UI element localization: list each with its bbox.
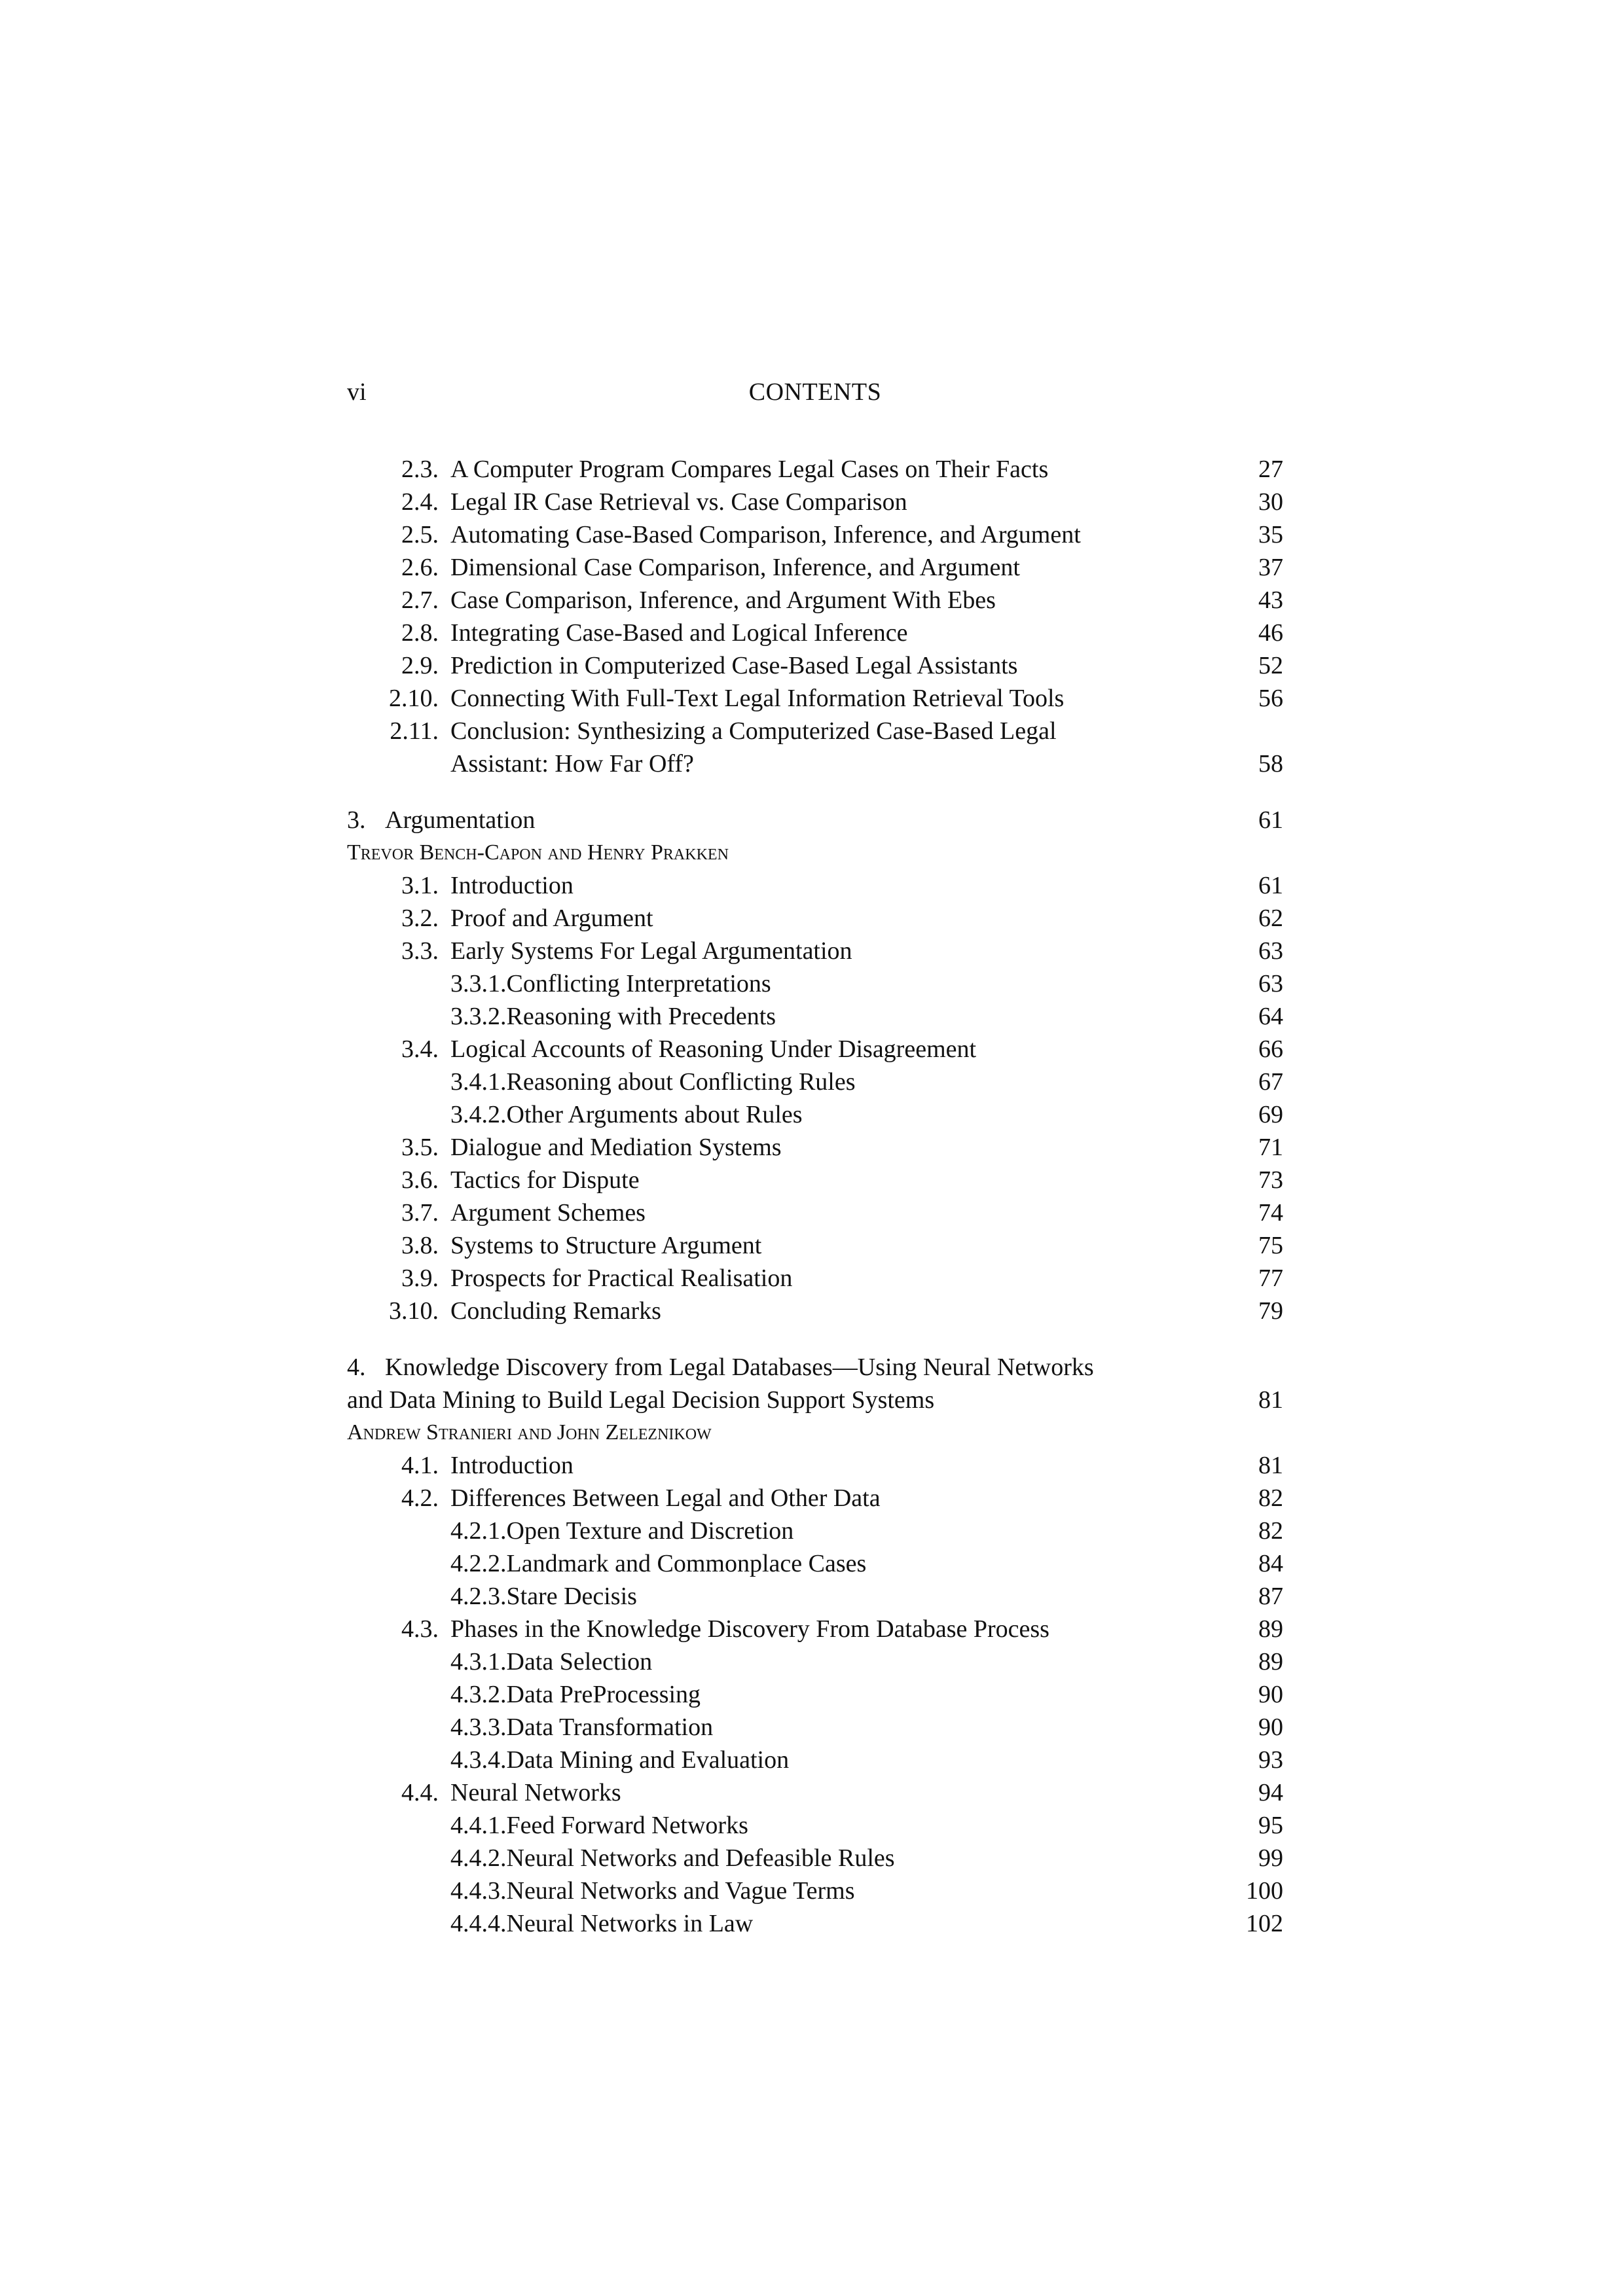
page-number: 93: [1258, 1746, 1283, 1774]
toc-entry[interactable]: [347, 1033, 1283, 1066]
toc-subentry[interactable]: [347, 1809, 1283, 1842]
section-number: 2.6.: [401, 554, 439, 581]
chapter-title-line1: Knowledge Discovery from Legal Databases—Using Neural Networks: [385, 1354, 1094, 1381]
chapter-entry[interactable]: [347, 804, 1283, 836]
section-number: 3.8.: [401, 1232, 439, 1259]
section-number: 3.9.: [401, 1265, 439, 1292]
subsection-title: 3.3.1.Conflicting Interpretations: [450, 970, 771, 997]
section-title: Assistant: How Far Off?: [450, 750, 694, 778]
chapter-entry[interactable]: [347, 1351, 1283, 1384]
section-number: 2.5.: [401, 521, 439, 548]
page-number: 30: [1258, 488, 1283, 516]
page-number: 95: [1258, 1812, 1283, 1839]
toc-subentry[interactable]: [347, 1711, 1283, 1744]
section-number: 4.4.: [401, 1779, 439, 1806]
toc-entry[interactable]: [347, 682, 1283, 715]
section-number: 3.7.: [401, 1199, 439, 1227]
page-number: 90: [1258, 1713, 1283, 1741]
section-number: 4.3.: [401, 1615, 439, 1643]
folio: vi: [347, 378, 367, 406]
section-title: Dimensional Case Comparison, Inference, and Argument: [450, 554, 1020, 581]
page-number: 73: [1258, 1166, 1283, 1194]
section-number: 3.5.: [401, 1134, 439, 1161]
page-number: 75: [1258, 1232, 1283, 1259]
toc-entry-continuation[interactable]: [347, 747, 1283, 780]
section-title: Tactics for Dispute: [450, 1166, 640, 1194]
spacer: [347, 1327, 1283, 1351]
section-number: 2.4.: [401, 488, 439, 516]
page-number: 61: [1258, 872, 1283, 899]
page-number: 82: [1258, 1517, 1283, 1545]
page-number: 87: [1258, 1583, 1283, 1610]
toc-entry[interactable]: [347, 649, 1283, 682]
page-number: 67: [1258, 1068, 1283, 1096]
subsection-title: 4.2.3.Stare Decisis: [450, 1583, 637, 1610]
page-number: 46: [1258, 619, 1283, 647]
toc-subentry[interactable]: [347, 967, 1283, 1000]
toc-subentry[interactable]: [347, 1000, 1283, 1033]
page-number: 62: [1258, 905, 1283, 932]
toc-subentry[interactable]: [347, 1515, 1283, 1547]
section-title: Case Comparison, Inference, and Argument With Ebes: [450, 586, 996, 614]
section-title: Logical Accounts of Reasoning Under Disagreement: [450, 1035, 977, 1063]
author-names: Andrew Stranieri and John Zeleznikow: [347, 1420, 712, 1444]
section-number: 4.1.: [401, 1452, 439, 1479]
page-number: 66: [1258, 1035, 1283, 1063]
page-number: 100: [1246, 1877, 1283, 1905]
page-number: 82: [1258, 1484, 1283, 1512]
section-number: 4.2.: [401, 1484, 439, 1512]
toc-subentry[interactable]: [347, 1907, 1283, 1940]
section-title: Connecting With Full-Text Legal Information Retrieval Tools: [450, 685, 1065, 712]
page-number: 35: [1258, 521, 1283, 548]
page-number: 58: [1258, 750, 1283, 778]
page-number: 89: [1258, 1615, 1283, 1643]
subsection-title: 3.4.2.Other Arguments about Rules: [450, 1101, 803, 1128]
subsection-title: 4.2.1.Open Texture and Discretion: [450, 1517, 794, 1545]
section-number: 3.3.: [401, 937, 439, 965]
chapter-entry-continuation[interactable]: [347, 1384, 1283, 1416]
section-number: 2.11.: [390, 717, 439, 745]
chapter-authors: [347, 1416, 1283, 1449]
page-number: 99: [1258, 1844, 1283, 1872]
toc-entry[interactable]: [347, 869, 1283, 902]
toc-entry[interactable]: [347, 715, 1283, 747]
toc-entry[interactable]: [347, 902, 1283, 935]
page-number: 81: [1258, 1386, 1283, 1414]
chapter-title-line2: and Data Mining to Build Legal Decision Support Systems: [347, 1386, 935, 1414]
toc-subentry[interactable]: [347, 1547, 1283, 1580]
spacer: [347, 780, 1283, 804]
section-number: 2.10.: [389, 685, 439, 712]
section-number: 3.10.: [389, 1297, 439, 1325]
subsection-title: 4.3.4.Data Mining and Evaluation: [450, 1746, 790, 1774]
section-title: Introduction: [450, 1452, 574, 1479]
section-title: Phases in the Knowledge Discovery From Database Process: [450, 1615, 1049, 1643]
subsection-title: 4.3.3.Data Transformation: [450, 1713, 714, 1741]
chapter-number: 3.: [347, 806, 366, 834]
subsection-title: 4.4.4.Neural Networks in Law: [450, 1910, 754, 1937]
section-title: Systems to Structure Argument: [450, 1232, 762, 1259]
section-title: Legal IR Case Retrieval vs. Case Comparison: [450, 488, 907, 516]
page-number: 71: [1258, 1134, 1283, 1161]
toc-entry[interactable]: [347, 1295, 1283, 1327]
page-number: 61: [1258, 806, 1283, 834]
section-number: 2.9.: [401, 652, 439, 679]
toc-entry[interactable]: [347, 1229, 1283, 1262]
toc-entry[interactable]: [347, 1164, 1283, 1196]
toc-entry[interactable]: [347, 935, 1283, 967]
section-title: Proof and Argument: [450, 905, 653, 932]
page-number: 56: [1258, 685, 1283, 712]
chapter-authors: [347, 836, 1283, 869]
subsection-title: 4.3.2.Data PreProcessing: [450, 1681, 701, 1708]
toc-entry[interactable]: [347, 486, 1283, 518]
section-title: A Computer Program Compares Legal Cases on Their Facts: [450, 456, 1049, 483]
page-number: 90: [1258, 1681, 1283, 1708]
subsection-title: 4.3.1.Data Selection: [450, 1648, 653, 1676]
section-title: Dialogue and Mediation Systems: [450, 1134, 782, 1161]
section-title: Argument Schemes: [450, 1199, 646, 1227]
page-number: 89: [1258, 1648, 1283, 1676]
section-title: Introduction: [450, 872, 574, 899]
toc-subentry[interactable]: [347, 1842, 1283, 1874]
page-number: 27: [1258, 456, 1283, 483]
toc-entry[interactable]: [347, 453, 1283, 486]
page-number: 37: [1258, 554, 1283, 581]
toc-entry[interactable]: [347, 617, 1283, 649]
toc-subentry[interactable]: [347, 1580, 1283, 1613]
section-title: Automating Case-Based Comparison, Inference, and Argument: [450, 521, 1081, 548]
chapter-number: 4.: [347, 1354, 366, 1381]
section-title: Early Systems For Legal Argumentation: [450, 937, 852, 965]
page-header: [347, 376, 1283, 408]
section-number: 3.1.: [401, 872, 439, 899]
section-title: Concluding Remarks: [450, 1297, 661, 1325]
page-number: 81: [1258, 1452, 1283, 1479]
toc-entry[interactable]: [347, 584, 1283, 617]
subsection-title: 4.4.1.Feed Forward Networks: [450, 1812, 748, 1839]
toc-entry[interactable]: [347, 1131, 1283, 1164]
section-title: Conclusion: Synthesizing a Computerized Case-Based Legal: [450, 717, 1057, 745]
section-title: Prediction in Computerized Case-Based Legal Assistants: [450, 652, 1018, 679]
page-number: 79: [1258, 1297, 1283, 1325]
page-number: 64: [1258, 1003, 1283, 1030]
section-title: Prospects for Practical Realisation: [450, 1265, 793, 1292]
section-number: 3.2.: [401, 905, 439, 932]
toc-subentry[interactable]: [347, 1098, 1283, 1131]
page-number: 74: [1258, 1199, 1283, 1227]
author-names: Trevor Bench-Capon and Henry Prakken: [347, 840, 729, 865]
toc-entry[interactable]: [347, 1482, 1283, 1515]
page-number: 63: [1258, 970, 1283, 997]
chapter-title: Argumentation: [385, 806, 536, 834]
toc-entry[interactable]: [347, 1449, 1283, 1482]
subsection-title: 4.2.2.Landmark and Commonplace Cases: [450, 1550, 867, 1577]
toc-entry[interactable]: [347, 518, 1283, 551]
subsection-title: 3.4.1.Reasoning about Conflicting Rules: [450, 1068, 856, 1096]
page-number: 84: [1258, 1550, 1283, 1577]
running-head: CONTENTS: [748, 378, 882, 406]
toc-subentry[interactable]: [347, 1645, 1283, 1678]
toc-subentry[interactable]: [347, 1066, 1283, 1098]
section-number: 3.4.: [401, 1035, 439, 1063]
page-number: 77: [1258, 1265, 1283, 1292]
toc-subentry[interactable]: [347, 1874, 1283, 1907]
page-number: 52: [1258, 652, 1283, 679]
page-number: 94: [1258, 1779, 1283, 1806]
section-number: 2.7.: [401, 586, 439, 614]
section-number: 3.6.: [401, 1166, 439, 1194]
toc-entry[interactable]: [347, 551, 1283, 584]
toc-entry[interactable]: [347, 1262, 1283, 1295]
subsection-title: 3.3.2.Reasoning with Precedents: [450, 1003, 776, 1030]
subsection-title: 4.4.3.Neural Networks and Vague Terms: [450, 1877, 855, 1905]
page-number: 43: [1258, 586, 1283, 614]
subsection-title: 4.4.2.Neural Networks and Defeasible Rules: [450, 1844, 895, 1872]
toc-entry[interactable]: [347, 1613, 1283, 1645]
section-number: 2.3.: [401, 456, 439, 483]
section-title: Integrating Case-Based and Logical Inference: [450, 619, 908, 647]
section-title: Differences Between Legal and Other Data: [450, 1484, 881, 1512]
page-number: 69: [1258, 1101, 1283, 1128]
page-number: 63: [1258, 937, 1283, 965]
section-title: Neural Networks: [450, 1779, 621, 1806]
toc-subentry[interactable]: [347, 1744, 1283, 1776]
toc-entry[interactable]: [347, 1776, 1283, 1809]
toc-subentry[interactable]: [347, 1678, 1283, 1711]
table-of-contents: [347, 453, 1283, 1940]
page-number: 102: [1246, 1910, 1283, 1937]
toc-entry[interactable]: [347, 1196, 1283, 1229]
section-number: 2.8.: [401, 619, 439, 647]
